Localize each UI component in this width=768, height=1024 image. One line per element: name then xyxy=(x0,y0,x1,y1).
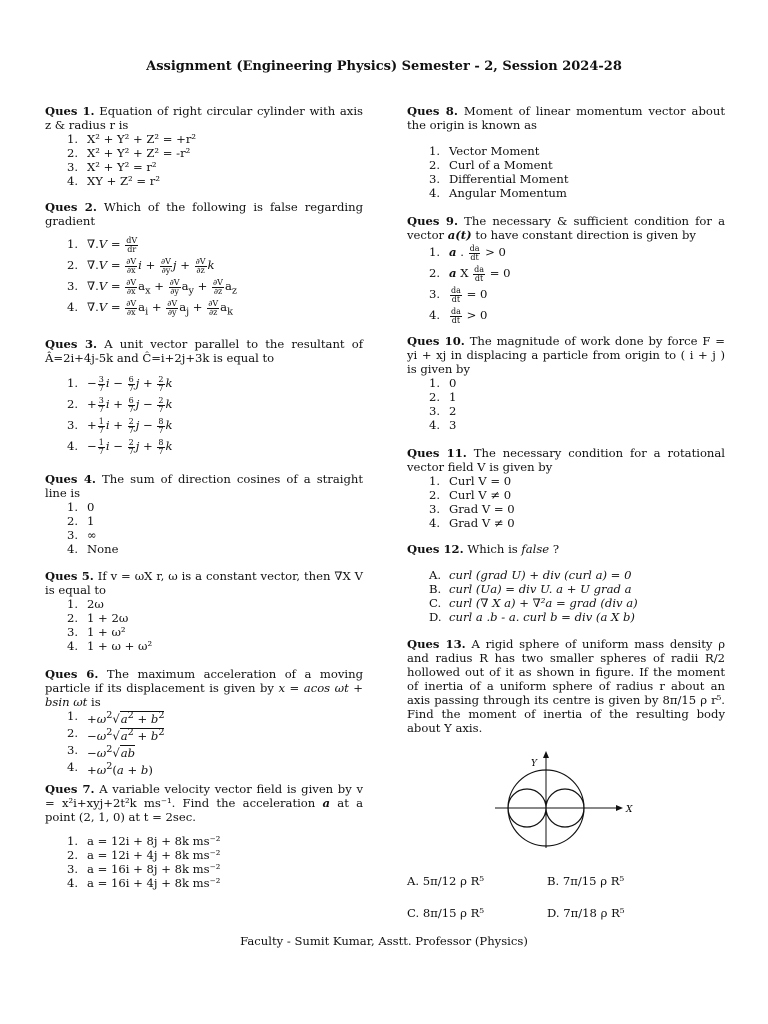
option-item[interactable]: A. 5π/12 ρ R⁵ xyxy=(407,874,484,888)
question-11 xyxy=(407,446,725,530)
question-label: Ques 3. xyxy=(45,337,98,351)
option-item[interactable]: 1. 2ω xyxy=(67,597,104,611)
option-item[interactable]: 1. Vector Moment xyxy=(429,144,540,158)
option-item[interactable]: 3. a = 16i + 8j + 8k ms⁻² xyxy=(67,862,221,876)
question-6: Ques 6. The maximum acceleration of a moving particle if its displacement is given by x = acos ωt + bsin ωt is 1. $+\omega^2√a^2 + b^2$ 2. $-\omega^2√a^2 + b^2$ 3. $-\omega^2√ab$ 4. $+\omega^2(a + b)$ xyxy=(45,667,364,777)
option-item[interactable]: 4. Grad V ≠ 0 xyxy=(429,516,515,530)
option-item[interactable]: 3. ∇.V = $\frac{\partial V}{\partial x}$ $a_x$ + $\frac{\partial V}{\partial y}$ $a_y$ + $\frac{\partial V}{\partial z}$ $a_z$ xyxy=(67,277,237,297)
question-7: Ques 7. A variable velocity vector field is given by v = x²i+xyj+2t²k ms⁻¹. Find the acceleration a at a point (2, 1, 0) at t = 2sec. 1. a = 12i + 8j + 8k ms⁻² 2. a = 12i + 4j + 8k ms⁻² 3. a = 16i + 8j + 8k ms⁻² 4. a = 16i + 4j + 8k ms⁻² xyxy=(45,782,364,890)
option-item[interactable]: C. curl (∇ X a) + ∇²a = grad (div a) xyxy=(429,596,638,610)
option-item[interactable]: 4. None xyxy=(67,542,119,556)
option-item[interactable]: B. curl (Ua) = div U. a + U grad a xyxy=(429,582,632,596)
option-item[interactable]: 4. 1 + ω + ω² xyxy=(67,639,153,653)
option-item[interactable]: 2. $-\omega^2√a^2 + b^2$ xyxy=(67,725,165,743)
option-item[interactable]: 3. + $\frac{1}{7}$ i + $\frac{2}{7}$ j − $\frac{8}{7}$ k xyxy=(67,416,173,435)
option-item[interactable]: 1. 0 xyxy=(429,376,457,390)
option-item[interactable]: 1. X² + Y² + Z² = +r² xyxy=(67,132,197,146)
question-5 xyxy=(45,569,363,653)
option-item[interactable]: 3. Grad V = 0 xyxy=(429,502,515,516)
question-text: The magnitude of work done by force F = yi + xj in displacing a particle from origin to ( i + j ) is given by xyxy=(407,334,726,376)
option-list xyxy=(45,373,363,457)
question-2 xyxy=(45,200,363,318)
question-text: Which of the following is false regarding gradient xyxy=(45,200,364,228)
option-item[interactable]: 1. $+\omega^2√a^2 + b^2$ xyxy=(67,709,165,726)
question-label: Ques 8. xyxy=(407,104,458,118)
option-item[interactable]: 3. $-\omega^2√ab$ xyxy=(67,742,136,760)
question-label: Ques 4. xyxy=(45,472,96,486)
option-item[interactable]: C. 8π/15 ρ R⁵ xyxy=(407,906,485,920)
question-3 xyxy=(45,337,363,457)
option-item[interactable]: 4. Angular Momentum xyxy=(429,186,567,200)
page-footer: Faculty - Sumit Kumar, Asstt. Professor (Physics) xyxy=(240,934,528,948)
question-text: The necessary condition for a rotational vector field V is given by xyxy=(407,446,726,474)
option-item[interactable]: 3. ∞ xyxy=(67,528,97,542)
page-title: Assignment (Engineering Physics) Semester - 2, Session 2024-28 xyxy=(146,59,622,74)
question-text: If v = ωX r, ω is a constant vector, then ∇X V is equal to xyxy=(45,569,364,597)
option-item[interactable]: 4. 3 xyxy=(429,418,457,432)
option-item[interactable]: 3. X² + Y² = r² xyxy=(67,160,157,174)
option-item[interactable]: 1. a . $\frac{da}{dt}$ > 0 xyxy=(429,243,506,262)
question-label: Ques 9. xyxy=(407,214,459,228)
option-item[interactable]: 1. Curl V = 0 xyxy=(429,474,512,488)
option-item[interactable]: D. curl a .b - a. curl b = div (a X b) xyxy=(429,610,635,624)
option-list xyxy=(45,500,363,556)
option-item[interactable]: 2. X² + Y² + Z² = -r² xyxy=(67,146,191,160)
option-item[interactable]: 4. $+\omega^2(a + b)$ xyxy=(67,759,153,777)
question-label: Ques 1. xyxy=(45,104,95,118)
question-10 xyxy=(407,334,725,432)
question-text: A unit vector parallel to the resultant of Â=2i+4j-5k and Ĉ=i+2j+3k is equal to xyxy=(45,337,364,365)
option-list xyxy=(45,709,363,776)
option-item[interactable]: 4. ∇.V = $\frac{\partial V}{\partial x}$ $a_i$ + $\frac{\partial V}{\partial y}$ $a_j$ + $\frac{\partial V}{\partial z}$ $a_k$ xyxy=(67,298,233,318)
question-label: Ques 2. xyxy=(45,200,97,214)
question-label: Ques 12. xyxy=(407,542,464,556)
option-item[interactable]: B. 7π/15 ρ R⁵ xyxy=(547,874,625,888)
option-item[interactable]: 3. $\frac{da}{dt}$ = 0 xyxy=(429,285,488,304)
option-item[interactable]: 3. 1 + ω² xyxy=(67,625,126,639)
option-item[interactable]: 2. a X $\frac{da}{dt}$ = 0 xyxy=(429,264,511,283)
question-1 xyxy=(45,104,363,188)
option-list xyxy=(407,568,725,624)
option-item[interactable]: 3. 2 xyxy=(429,404,457,418)
option-item[interactable]: 2. Curl of a Moment xyxy=(429,158,553,172)
question-label: Ques 7. xyxy=(45,782,95,796)
question-text: Equation of right circular cylinder with axis z & radius r is xyxy=(45,104,363,132)
option-item[interactable]: 2. 1 xyxy=(67,514,95,528)
option-item[interactable]: 2. ∇.V = $\frac{\partial V}{\partial x}$ i + $\frac{\partial V}{\partial y}$ j + $\frac{\partial V}{\partial z}$ k xyxy=(67,256,215,275)
option-item[interactable]: 2. + $\frac{3}{7}$ i + $\frac{6}{7}$ j − $\frac{2}{7}$ k xyxy=(67,395,173,414)
option-list xyxy=(407,474,725,530)
option-item[interactable]: A. curl (grad U) + div (curl a) = 0 xyxy=(429,568,632,582)
option-list xyxy=(407,242,725,326)
option-list xyxy=(45,834,363,890)
question-text: The sum of direction cosines of a straight line is xyxy=(45,472,364,500)
option-item[interactable]: 4. − $\frac{1}{7}$ i − $\frac{2}{7}$ j + $\frac{8}{7}$ k xyxy=(67,437,173,456)
option-item[interactable]: 2. 1 + 2ω xyxy=(67,611,129,625)
option-item[interactable]: 4. $\frac{da}{dt}$ > 0 xyxy=(429,306,488,325)
question-9: Ques 9. The necessary & sufficient condition for a vector a(t) to have constant direction is given by 1. a . $\frac{da}{dt}$ > 0 2. a X $\frac{da}{dt}$ = 0 3. $\frac{da}{dt}$ = 0 4. $\frac{da}{dt}$ > 0 xyxy=(407,214,725,325)
option-item[interactable]: 1. − $\frac{3}{7}$ i − $\frac{6}{7}$ j + $\frac{2}{7}$ k xyxy=(67,374,173,393)
y-axis-label: Y xyxy=(531,759,537,769)
x-axis-label: X xyxy=(626,805,633,815)
option-item[interactable]: 1. ∇.V = $\frac{dV}{dr}$ xyxy=(67,235,138,254)
option-item[interactable]: 2. 1 xyxy=(429,390,457,404)
option-item[interactable]: 4. XY + Z² = r² xyxy=(67,174,160,188)
question-label: Ques 13. xyxy=(407,637,466,651)
question-13 xyxy=(407,637,725,735)
option-item[interactable]: 1. 0 xyxy=(67,500,95,514)
option-item[interactable]: 1. a = 12i + 8j + 8k ms⁻² xyxy=(67,834,221,848)
option-item[interactable]: 2. Curl V ≠ 0 xyxy=(429,488,512,502)
y-axis-arrow xyxy=(543,751,549,758)
option-list xyxy=(45,597,363,653)
sphere-figure xyxy=(495,750,635,850)
question-8 xyxy=(407,104,725,200)
option-item[interactable]: 3. Differential Moment xyxy=(429,172,569,186)
x-axis-arrow xyxy=(616,805,623,811)
option-item[interactable]: D. 7π/18 ρ R⁵ xyxy=(547,906,625,920)
option-item[interactable]: 2. a = 12i + 4j + 8k ms⁻² xyxy=(67,848,221,862)
option-list xyxy=(407,144,725,200)
option-list xyxy=(45,234,363,318)
question-12: Ques 12. Which is false ? A. curl (grad U) + div (curl a) = 0 B. curl (Ua) = div U. a + U grad a C. curl (∇ X a) + ∇²a = grad (div a) D. curl a .b - a. curl b = div (a X b) xyxy=(407,542,725,624)
question-label: Ques 5. xyxy=(45,569,94,583)
question-label: Ques 6. xyxy=(45,667,99,681)
question-text: Moment of linear momentum vector about the origin is known as xyxy=(407,104,726,132)
question-4 xyxy=(45,472,363,556)
question-label: Ques 11. xyxy=(407,446,467,460)
question-text: A rigid sphere of uniform mass density ρ and radius R has two smaller spheres of radii R/2 hollowed out of it as shown in figure. If the moment of inertia of a uniform sphere of radius r about an axis passing through its centre is given by 8π/15 ρ r⁵. Find the moment of inertia of the resulting body about Y axis. xyxy=(407,637,726,735)
option-list xyxy=(407,376,725,432)
question-label: Ques 10. xyxy=(407,334,465,348)
option-list xyxy=(45,132,363,188)
option-item[interactable]: 4. a = 16i + 4j + 8k ms⁻² xyxy=(67,876,221,890)
